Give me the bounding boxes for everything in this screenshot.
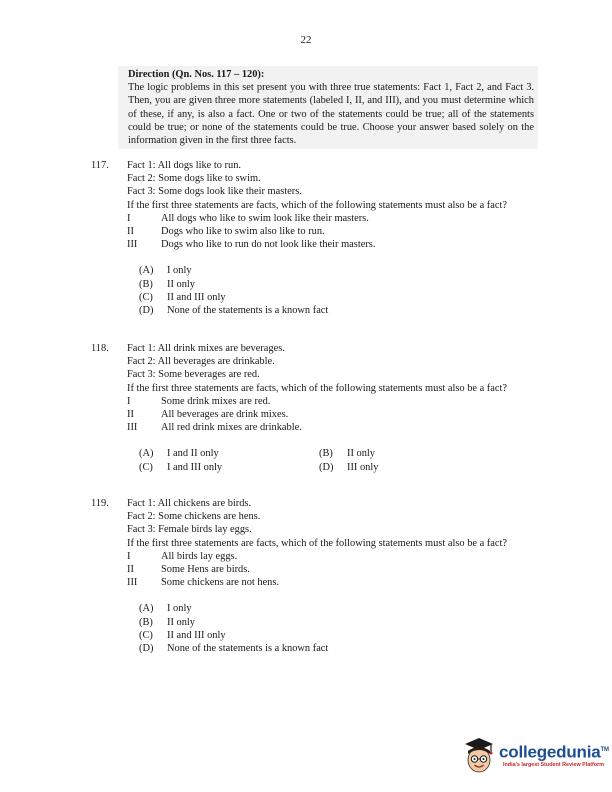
fact-1: Fact 1: All drink mixes are beverages. [127,343,285,354]
statement-roman: II [127,226,134,238]
option-b[interactable] [139,278,523,291]
option-label: (B) [319,448,333,460]
option-label: (A) [139,448,154,460]
statement-text: Dogs who like to run do not look like their masters. [161,239,376,251]
statement-roman: III [127,239,138,251]
statement-iii [127,576,523,589]
question-prompt: If the first three statements are facts, which of the following statements must also be a fact? [127,382,507,394]
option-label: (A) [139,603,154,615]
statement-roman: II [127,409,134,421]
option-text: I only [167,265,192,277]
option-a[interactable] [139,602,523,615]
option-label: (D) [139,643,154,655]
option-c[interactable] [139,629,523,642]
option-d[interactable] [139,304,523,317]
option-label: (B) [139,278,153,290]
statement-iii [127,421,523,434]
option-text: None of the statements is a known fact [167,305,329,317]
option-text: I and III only [167,461,223,473]
question-number: 117. [91,160,109,171]
question-117 [91,159,523,317]
option-c[interactable] [139,291,523,304]
option-d[interactable] [319,461,499,474]
question-number: 118. [91,343,109,354]
statement-i [127,550,523,563]
option-b[interactable] [319,447,499,460]
answer-options [139,447,523,473]
statement-roman: II [127,564,134,576]
statement-iii [127,238,523,251]
direction-box [118,66,538,149]
logo-trademark: TM [600,747,609,754]
statement-text: All beverages are drink mixes. [161,409,289,421]
statement-text: All dogs who like to swim look like their masters. [161,212,369,224]
logo-tagline: India's largest Student Review Platform [503,761,605,768]
statement-text: All red drink mixes are drinkable. [161,422,302,434]
option-label: (C) [139,461,153,473]
fact-2: Fact 2: All beverages are drinkable. [127,356,275,368]
fact-2: Fact 2: Some dogs like to swim. [127,173,261,185]
option-label: (D) [319,461,334,473]
statement-roman: I [127,550,131,562]
option-b[interactable] [139,616,523,629]
option-text: I only [167,603,192,615]
option-a[interactable] [139,264,523,277]
logo-name: collegedunia [499,742,601,762]
option-text: None of the statements is a known fact [167,643,329,655]
fact-3: Fact 3: Some beverages are red. [127,369,260,381]
statement-text: Some drink mixes are red. [161,395,271,407]
question-118 [91,342,523,474]
statement-roman: III [127,422,138,434]
option-label: (C) [139,291,153,303]
statement-text: Some chickens are not hens. [161,577,280,589]
answer-options [139,264,523,317]
option-text: III only [347,461,379,473]
fact-1: Fact 1: All chickens are birds. [127,498,252,509]
option-text: II and III only [167,291,226,303]
option-text: II only [167,278,195,290]
statement-text: Some Hens are birds. [161,564,250,576]
question-prompt: If the first three statements are facts, which of the following statements must also be a fact? [127,537,507,549]
fact-2: Fact 2: Some chickens are hens. [127,511,261,523]
option-text: I and II only [167,448,219,460]
logo-wordmark [499,741,609,762]
fact-3: Fact 3: Female birds lay eggs. [127,524,252,536]
option-label: (B) [139,616,153,628]
statement-i [127,395,523,408]
statement-ii [127,225,523,238]
option-label: (A) [139,265,154,277]
option-label: (D) [139,305,154,317]
option-text: II only [167,616,195,628]
option-c[interactable] [139,461,319,474]
fact-3: Fact 3: Some dogs look like their masters. [127,186,302,198]
option-text: II and III only [167,629,226,641]
statement-roman: I [127,395,131,407]
page-number: 22 [300,34,312,46]
question-119 [91,497,523,655]
option-label: (C) [139,629,153,641]
direction-text: The logic problems in this set present you with three true statements: Fact 1, Fact 2, and Fact 3. Then, you are given three more statements (labeled I, II, and III), and you must determine which of these, if any, is also a fact. One or two of the statements could be true; all of the statements could be true; or none of the statements could be true. Choose your answer based solely on the information given in the first three facts. [128,82,534,147]
option-a[interactable] [139,447,319,460]
statement-text: All birds lay eggs. [161,550,238,562]
option-d[interactable] [139,642,523,655]
question-prompt: If the first three statements are facts, which of the following statements must also be a fact? [127,199,507,211]
mascot-icon [462,735,496,775]
question-number: 119. [91,498,109,509]
fact-1: Fact 1: All dogs like to run. [127,160,242,171]
statement-i [127,212,523,225]
option-text: II only [347,448,375,460]
answer-options [139,602,523,655]
statement-roman: III [127,577,138,589]
collegedunia-logo [462,733,612,777]
statement-ii [127,408,523,421]
statement-ii [127,563,523,576]
direction-title: Direction (Qn. Nos. 117 – 120): [128,69,265,80]
statement-text: Dogs who like to swim also like to run. [161,226,325,238]
statement-roman: I [127,212,131,224]
